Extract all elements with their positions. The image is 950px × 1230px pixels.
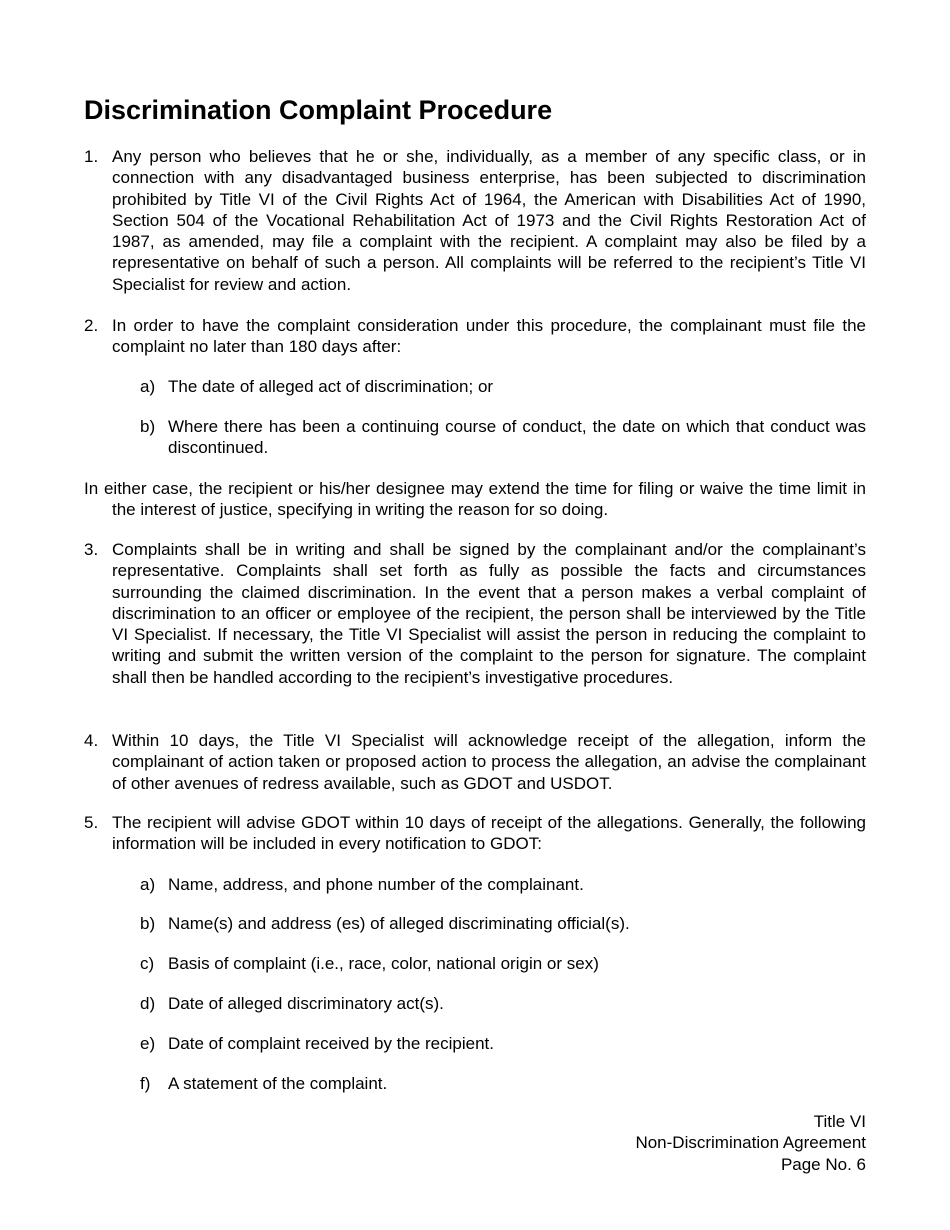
sub-letter: a): [140, 875, 156, 894]
page-title: Discrimination Complaint Procedure: [84, 95, 553, 125]
list-item-text: Any person who believes that he or she, individually, as a member of any specific class, or in connection with any disadvantaged business enterprise, has been subjected to discrimination prohibited by Title VI of the Civil Rights Act of 1964, the American with Disabilities Act of 1990, Section 504 of the Vocational Rehabilitation Act of 1973 and the Civil Rights Restoration Act of 1987, as amended, may file a complaint with the recipient. A complaint may also be filed by a representative on behalf of such a person. All complaints will be referred to the recipient’s Title VI Specialist for review and action.: [112, 147, 866, 294]
sub-item-2b: [140, 416, 866, 459]
sub-item-text: The date of alleged act of discrimination; or: [168, 377, 494, 396]
sub-item-5f: [140, 1073, 866, 1094]
list-item-text: Complaints shall be in writing and shall be signed by the complainant and/or the complainant’s representative. Complaints shall set forth as fully as possible the facts and circumstances surrounding the claimed discrimination. In the event that a person makes a verbal complaint of discrimination to an officer or employee of the recipient, the person shall be interviewed by the Title VI Specialist. If necessary, the Title VI Specialist will assist the person in reducing the complaint to writing and submit the written version of the complaint to the person for signature. The complaint shall then be handled according to the recipient’s investigative procedures.: [112, 540, 866, 687]
sub-item-text: Name(s) and address (es) of alleged discriminating official(s).: [168, 914, 630, 933]
sub-item-text: Date of complaint received by the recipient.: [168, 1034, 495, 1053]
sub-item-text: Name, address, and phone number of the complainant.: [168, 875, 584, 894]
footer-page-number: Page No. 6: [780, 1154, 866, 1174]
sub-letter: e): [140, 1034, 156, 1053]
list-item-2: [84, 315, 866, 358]
sub-item-5e: [140, 1033, 866, 1054]
footer-agreement: Non-Discrimination Agreement: [635, 1133, 866, 1153]
list-item-1: [84, 146, 866, 295]
sub-item-5d: [140, 993, 866, 1014]
list-number: 1.: [84, 147, 99, 166]
list-number: 2.: [84, 316, 99, 335]
sub-item-2a: [140, 376, 866, 397]
sub-letter: b): [140, 914, 156, 933]
list-number: 5.: [84, 813, 99, 832]
sub-item-text: Basis of complaint (i.e., race, color, national origin or sex): [168, 954, 599, 973]
list-item-4: [84, 730, 866, 794]
sub-item-text: Date of alleged discriminatory act(s).: [168, 994, 444, 1013]
sub-item-5b: [140, 913, 866, 934]
list-item-3: [84, 539, 866, 688]
list-item-text: Within 10 days, the Title VI Specialist will acknowledge receipt of the allegation, inform the complainant of action taken or proposed action to process the allegation, an advise the complainant of other avenues of redress available, such as GDOT and USDOT.: [112, 731, 866, 793]
sub-letter: f): [140, 1074, 151, 1093]
list-item-text: The recipient will advise GDOT within 10 days of receipt of the allegations. Generally, the following information will be included in every notification to GDOT:: [112, 813, 866, 854]
sub-item-5a: [140, 874, 866, 895]
sub-item-text: A statement of the complaint.: [168, 1074, 388, 1093]
either-case-paragraph: In either case, the recipient or his/her designee may extend the time for filing or waive the time limit in the interest of justice, specifying in writing the reason for so doing.: [84, 479, 866, 520]
sub-item-5c: [140, 953, 866, 974]
sub-letter: a): [140, 377, 156, 396]
sub-letter: b): [140, 417, 156, 436]
footer-title: Title VI: [813, 1112, 866, 1131]
list-item-5: [84, 812, 866, 855]
list-number: 4.: [84, 731, 99, 750]
sub-letter: d): [140, 994, 156, 1013]
sub-letter: c): [140, 954, 155, 973]
list-number: 3.: [84, 540, 99, 559]
page-footer: [635, 1111, 866, 1175]
sub-item-text: Where there has been a continuing course of conduct, the date on which that conduct was discontinued.: [168, 417, 866, 458]
list-item-text: In order to have the complaint consideration under this procedure, the complainant must file the complaint no later than 180 days after:: [112, 316, 866, 357]
